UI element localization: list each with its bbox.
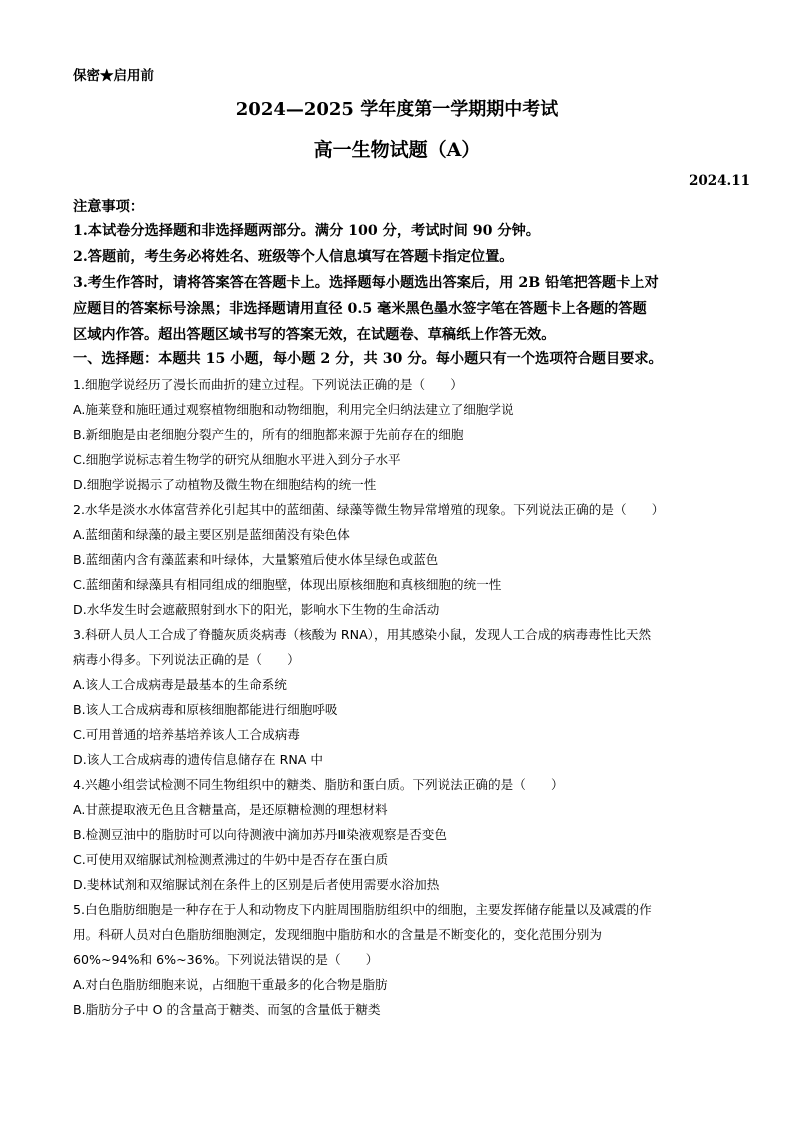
note-line: 3.考生作答时，请将答案答在答题卡上。选择题每小题选出答案后，用 2B 铅笔把答题卡上对 xyxy=(73,275,659,291)
question-4-option-a: A.甘蔗提取液无色且含糖量高，是还原糖检测的理想材料 xyxy=(73,802,388,817)
question-3-option-d: D.该人工合成病毒的遗传信息储存在 RNA 中 xyxy=(73,752,323,767)
question-2-option-c: C.蓝细菌和绿藻具有相同组成的细胞壁，体现出原核细胞和真核细胞的统一性 xyxy=(73,577,502,592)
question-5-option-b: B.脂肪分子中 O 的含量高于糖类、而氢的含量低于糖类 xyxy=(73,1002,381,1017)
question-3-stem: 3.科研人员人工合成了脊髓灰质炎病毒（核酸为 RNA），用其感染小鼠，发现人工合成的病毒毒性比天然 xyxy=(73,627,652,642)
paper-title: 高一生物试题（A） xyxy=(313,139,481,161)
question-3-option-c: C.可用普通的培养基培养该人工合成病毒 xyxy=(73,727,300,742)
question-1-option-a: A.施莱登和施旺通过观察植物细胞和动物细胞，利用完全归纳法建立了细胞学说 xyxy=(73,402,514,417)
note-line: 2.答题前，考生务必将姓名、班级等个人信息填写在答题卡指定位置。 xyxy=(73,249,514,265)
note-line: 应题目的答案标号涂黑；非选择题请用直径 0.5 毫米黑色墨水签字笔在答题卡上各题的答题 xyxy=(73,301,647,317)
question-1-option-d: D.细胞学说揭示了动植物及微生物在细胞结构的统一性 xyxy=(73,477,377,492)
exam-date: 2024.11 xyxy=(688,173,750,189)
question-5-stem-cont: 60%~94%和 6%~36%。下列说法错误的是（ ） xyxy=(73,952,379,967)
question-2-option-b: B.蓝细菌内含有藻蓝素和叶绿体，大量繁殖后使水体呈绿色或蓝色 xyxy=(73,552,439,567)
question-4-option-d: D.斐林试剂和双缩脲试剂在条件上的区别是后者使用需要水浴加热 xyxy=(73,877,440,892)
question-3-option-b: B.该人工合成病毒和原核细胞都能进行细胞呼吸 xyxy=(73,702,338,717)
question-5-stem-cont: 用。科研人员对白色脂肪细胞测定，发现细胞中脂肪和水的含量是不断变化的，变化范围分别为 xyxy=(73,927,602,942)
question-3-stem-cont: 病毒小得多。下列说法正确的是（ ） xyxy=(73,652,300,667)
note-line: 1.本试卷分选择题和非选择题两部分。满分 100 分，考试时间 90 分钟。 xyxy=(73,223,540,239)
question-2-option-d: D.水华发生时会遮蔽照射到水下的阳光，影响水下生物的生命活动 xyxy=(73,602,440,617)
question-4-stem: 4.兴趣小组尝试检测不同生物组织中的糖类、脂肪和蛋白质。下列说法正确的是（ ） xyxy=(73,777,564,792)
question-5-stem: 5.白色脂肪细胞是一种存在于人和动物皮下内脏周围脂肪组织中的细胞，主要发挥储存能量以及减震的作 xyxy=(73,902,652,917)
question-1-stem: 1.细胞学说经历了漫长而曲折的建立过程。下列说法正确的是（ ） xyxy=(73,377,463,392)
notes-heading: 注意事项： xyxy=(73,199,144,215)
question-2-stem: 2.水华是淡水水体富营养化引起其中的蓝细菌、绿藻等微生物异常增殖的现象。下列说法正确的是（ ） xyxy=(73,502,665,517)
section-heading: 一、选择题：本题共 15 小题，每小题 2 分，共 30 分。每小题只有一个选项符合题目要求。 xyxy=(73,351,663,367)
question-5-option-a: A.对白色脂肪细胞来说，占细胞干重最多的化合物是脂肪 xyxy=(73,977,388,992)
question-4-option-c: C.可使用双缩脲试剂检测煮沸过的牛奶中是否存在蛋白质 xyxy=(73,852,389,867)
question-1-option-b: B.新细胞是由老细胞分裂产生的，所有的细胞都来源于先前存在的细胞 xyxy=(73,427,464,442)
confidential-label: 保密★启用前 xyxy=(73,68,154,84)
question-4-option-b: B.检测豆油中的脂肪时可以向待测液中滴加苏丹Ⅲ染液观察是否变色 xyxy=(73,827,447,842)
question-3-option-a: A.该人工合成病毒是最基本的生命系统 xyxy=(73,677,287,692)
question-2-option-a: A.蓝细菌和绿藻的最主要区别是蓝细菌没有染色体 xyxy=(73,527,350,542)
question-1-option-c: C.细胞学说标志着生物学的研究从细胞水平进入到分子水平 xyxy=(73,452,401,467)
note-line: 区域内作答。超出答题区域书写的答案无效，在试题卷、草稿纸上作答无效。 xyxy=(73,327,556,343)
exam-title: 2024—2025 学年度第一学期期中考试 xyxy=(235,99,559,120)
